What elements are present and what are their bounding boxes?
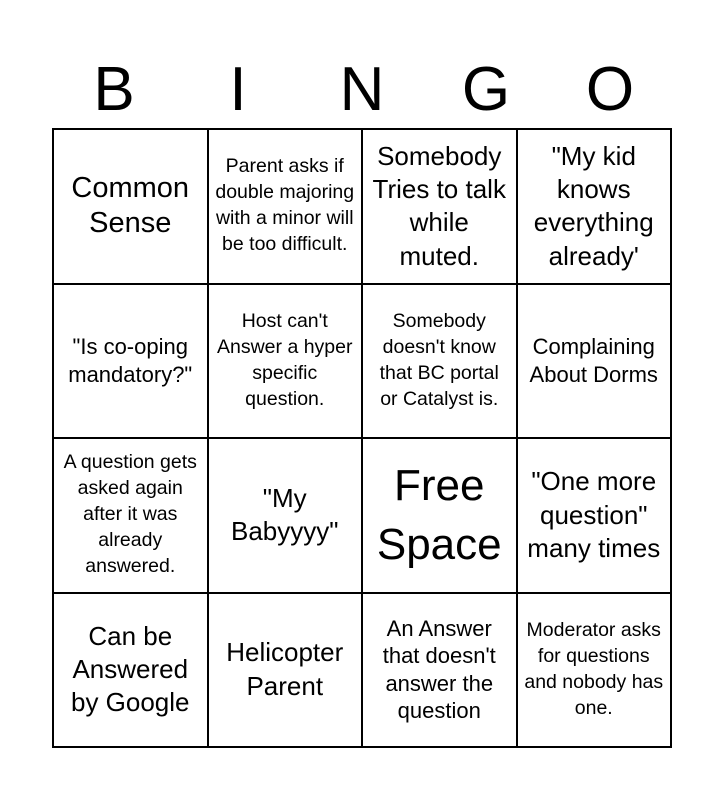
bingo-cell-text: "One more question" many times — [527, 466, 661, 563]
header-letter-n: N — [339, 55, 385, 124]
free-space-text: Free Space — [376, 460, 502, 570]
header-letter-i: I — [229, 55, 247, 124]
bingo-cell-text: A question gets asked again after it was already answered. — [63, 451, 197, 578]
bingo-cell-text: Moderator asks for questions and nobody has one. — [524, 618, 664, 719]
bingo-cell-text: Somebody Tries to talk while muted. — [372, 140, 506, 271]
bingo-cell — [209, 594, 364, 749]
bingo-header — [52, 54, 672, 126]
bingo-cell-text: Parent asks if double majoring with a minor will be too difficult. — [215, 155, 355, 256]
bingo-grid — [52, 128, 672, 748]
bingo-cell — [518, 439, 673, 594]
bingo-cell-text: Host can't Answer a hyper specific question. — [217, 309, 353, 410]
bingo-cell-text: Helicopter Parent — [226, 637, 344, 701]
bingo-cell-text: Can be Answered by Google — [70, 620, 190, 718]
bingo-cell-text: "My Babyyyy" — [231, 482, 339, 547]
bingo-cell — [54, 130, 209, 285]
bingo-cell — [54, 594, 209, 749]
header-letter-g: G — [461, 55, 511, 124]
header-letter-b: B — [93, 55, 135, 124]
bingo-cell-text: Somebody doesn't know that BC portal or Catalyst is. — [379, 309, 499, 410]
bingo-cell — [518, 130, 673, 285]
bingo-cell — [209, 439, 364, 594]
bingo-cell-text: "Is co-oping mandatory?" — [68, 334, 193, 387]
bingo-cell — [518, 285, 673, 440]
bingo-cell — [209, 285, 364, 440]
bingo-cell-text: Complaining About Dorms — [529, 334, 658, 387]
bingo-cell — [54, 439, 209, 594]
bingo-cell — [363, 285, 518, 440]
bingo-cell-text: "My kid knows everything already' — [533, 140, 654, 271]
bingo-cell — [54, 285, 209, 440]
bingo-cell — [209, 130, 364, 285]
bingo-cell — [363, 130, 518, 285]
bingo-cell-text: An Answer that doesn't answer the question — [382, 615, 496, 724]
bingo-cell-text: Common Sense — [71, 171, 190, 240]
bingo-cell — [363, 594, 518, 749]
bingo-cell — [518, 594, 673, 749]
header-letter-o: O — [585, 55, 635, 124]
free-space-cell — [363, 439, 518, 594]
